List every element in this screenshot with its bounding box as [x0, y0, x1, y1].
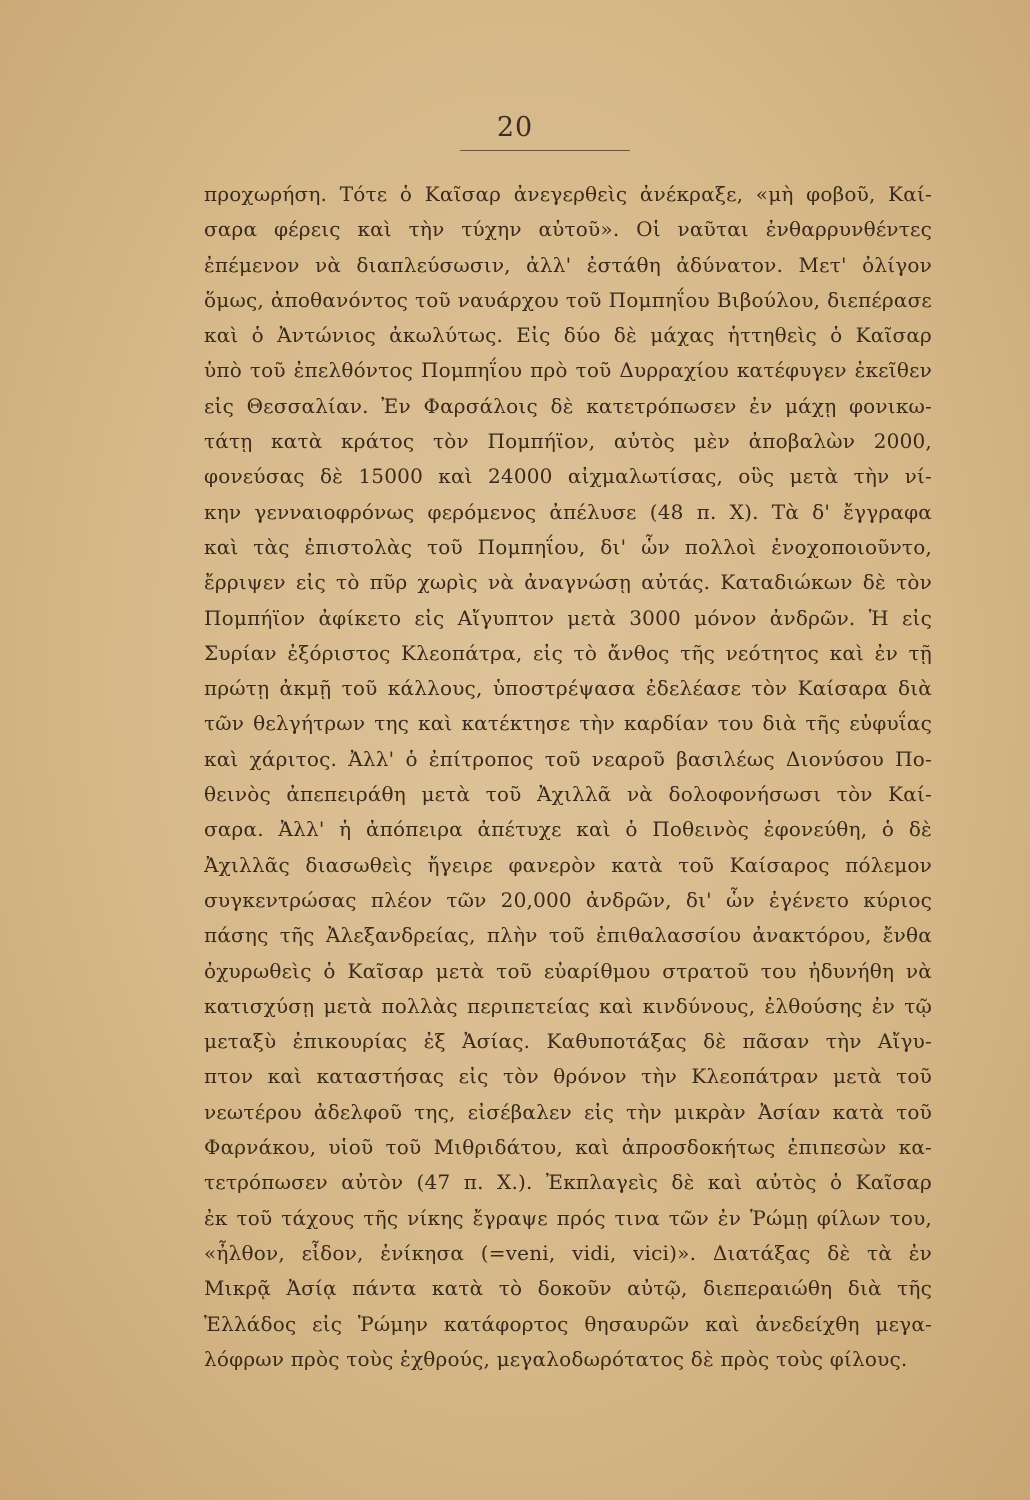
- text-line: Συρίαν ἐξόριστος Κλεοπάτρα, εἰς τὸ ἄνθος τῆς νεότητος καὶ ἐν τῇ: [204, 640, 932, 665]
- text-line: Ἀχιλλᾶς διασωθεὶς ἤγειρε φανερὸν κατὰ τοῦ Καίσαρος πόλεμον: [204, 852, 932, 877]
- header-rule: [460, 150, 630, 151]
- text-line: καὶ τὰς ἐπιστολὰς τοῦ Πομπηΐου, δι' ὧν πολλοὶ ἐνοχοποιοῦντο,: [204, 534, 932, 559]
- text-line: πτον καὶ καταστήσας εἰς τὸν θρόνον τὴν Κλεοπάτραν μετὰ τοῦ: [204, 1064, 932, 1089]
- text-line: ὑπὸ τοῦ ἐπελθόντος Πομπηΐου πρὸ τοῦ Δυρραχίου κατέφυγεν ἐκεῖθεν: [204, 358, 932, 383]
- body-text: [204, 177, 932, 1377]
- text-line: τῶν θελγήτρων της καὶ κατέκτησε τὴν καρδίαν του διὰ τῆς εὐφυΐας: [204, 711, 932, 736]
- text-line: συγκεντρώσας πλέον τῶν 20,000 ἀνδρῶν, δι' ὧν ἐγένετο κύριος: [204, 887, 932, 912]
- text-line: ἐκ τοῦ τάχους τῆς νίκης ἔγραψε πρός τινα τῶν ἐν Ῥώμῃ φίλων του,: [204, 1205, 932, 1230]
- text-line: σαρα φέρεις καὶ τὴν τύχην αὐτοῦ». Οἱ ναῦται ἐνθαρρυνθέντες: [204, 217, 932, 242]
- text-line: Φαρνάκου, υἱοῦ τοῦ Μιθριδάτου, καὶ ἀπροσδοκήτως ἐπιπεσὼν κα-: [204, 1135, 932, 1160]
- text-line: «ἦλθον, εἶδον, ἐνίκησα (=veni, vidi, vici)». Διατάξας δὲ τὰ ἐν: [204, 1240, 932, 1265]
- text-line: Πομπήϊον ἀφίκετο εἰς Αἴγυπτον μετὰ 3000 μόνον ἀνδρῶν. Ἡ εἰς: [204, 605, 932, 630]
- text-line: ἐπέμενον νὰ διαπλεύσωσιν, ἀλλ' ἐστάθη ἀδύνατον. Μετ' ὀλίγον: [204, 252, 932, 277]
- text-line: ἔρριψεν εἰς τὸ πῦρ χωρὶς νὰ ἀναγνώσῃ αὐτάς. Καταδιώκων δὲ τὸν: [204, 570, 932, 595]
- text-line: θεινὸς ἀπεπειράθη μετὰ τοῦ Ἀχιλλᾶ νὰ δολοφονήσωσι τὸν Καί-: [204, 782, 932, 807]
- text-line: κατισχύσῃ μετὰ πολλὰς περιπετείας καὶ κινδύνους, ἐλθούσης ἐν τῷ: [204, 993, 932, 1018]
- text-line: προχωρήση. Τότε ὁ Καῖσαρ ἀνεγερθεὶς ἀνέκραξε, «μὴ φοβοῦ, Καί-: [204, 182, 932, 206]
- text-line: τάτῃ κατὰ κράτος τὸν Πομπήϊον, αὐτὸς μὲν ἀποβαλὼν 2000,: [204, 429, 932, 454]
- text-line: καὶ ὁ Ἀντώνιος ἀκωλύτως. Εἰς δύο δὲ μάχας ἡττηθεὶς ὁ Καῖσαρ: [204, 323, 932, 348]
- text-line: κην γενναιοφρόνως φερόμενος ἀπέλυσε (48 π. Χ). Τὰ δ' ἔγγραφα: [204, 499, 932, 524]
- text-line: φονεύσας δὲ 15000 καὶ 24000 αἰχμαλωτίσας, οὓς μετὰ τὴν νί-: [204, 464, 932, 489]
- page-number: 20: [496, 112, 534, 143]
- text-line: λόφρων πρὸς τοὺς ἐχθρούς, μεγαλοδωρότατος δὲ πρὸς τοὺς φίλους.: [204, 1346, 908, 1371]
- text-line: τετρόπωσεν αὐτὸν (47 π. Χ.). Ἐκπλαγεὶς δὲ καὶ αὐτὸς ὁ Καῖσαρ: [204, 1170, 932, 1195]
- text-line: καὶ χάριτος. Ἀλλ' ὁ ἐπίτροπος τοῦ νεαροῦ βασιλέως Διονύσου Πο-: [204, 746, 932, 771]
- text-line: πρώτῃ ἀκμῇ τοῦ κάλλους, ὑποστρέψασα ἐδελέασε τὸν Καίσαρα διὰ: [204, 676, 932, 701]
- text-line: Μικρᾷ Ἀσίᾳ πάντα κατὰ τὸ δοκοῦν αὐτῷ, διεπεραιώθη διὰ τῆς: [204, 1276, 932, 1301]
- text-line: νεωτέρου ἀδελφοῦ της, εἰσέβαλεν εἰς τὴν μικρὰν Ἀσίαν κατὰ τοῦ: [204, 1099, 932, 1124]
- text-line: εἰς Θεσσαλίαν. Ἐν Φαρσάλοις δὲ κατετρόπωσεν ἐν μάχῃ φονικω-: [204, 393, 932, 418]
- text-line: πάσης τῆς Ἀλεξανδρείας, πλὴν τοῦ ἐπιθαλασσίου ἀνακτόρου, ἔνθα: [204, 923, 932, 948]
- text-line: μεταξὺ ἐπικουρίας ἐξ Ἀσίας. Καθυποτάξας δὲ πᾶσαν τὴν Αἴγυ-: [204, 1029, 932, 1054]
- text-line: ὅμως, ἀποθανόντος τοῦ ναυάρχου τοῦ Πομπηΐου Βιβούλου, διεπέρασε: [204, 287, 932, 312]
- text-line: σαρα. Ἀλλ' ἡ ἀπόπειρα ἀπέτυχε καὶ ὁ Ποθεινὸς ἐφονεύθη, ὁ δὲ: [204, 817, 932, 842]
- text-line: ὀχυρωθεὶς ὁ Καῖσαρ μετὰ τοῦ εὐαρίθμου στρατοῦ του ἠδυνήθη νὰ: [204, 958, 932, 983]
- text-line: Ἑλλάδος εἰς Ῥώμην κατάφορτος θησαυρῶν καὶ ἀνεδείχθη μεγα-: [204, 1311, 932, 1336]
